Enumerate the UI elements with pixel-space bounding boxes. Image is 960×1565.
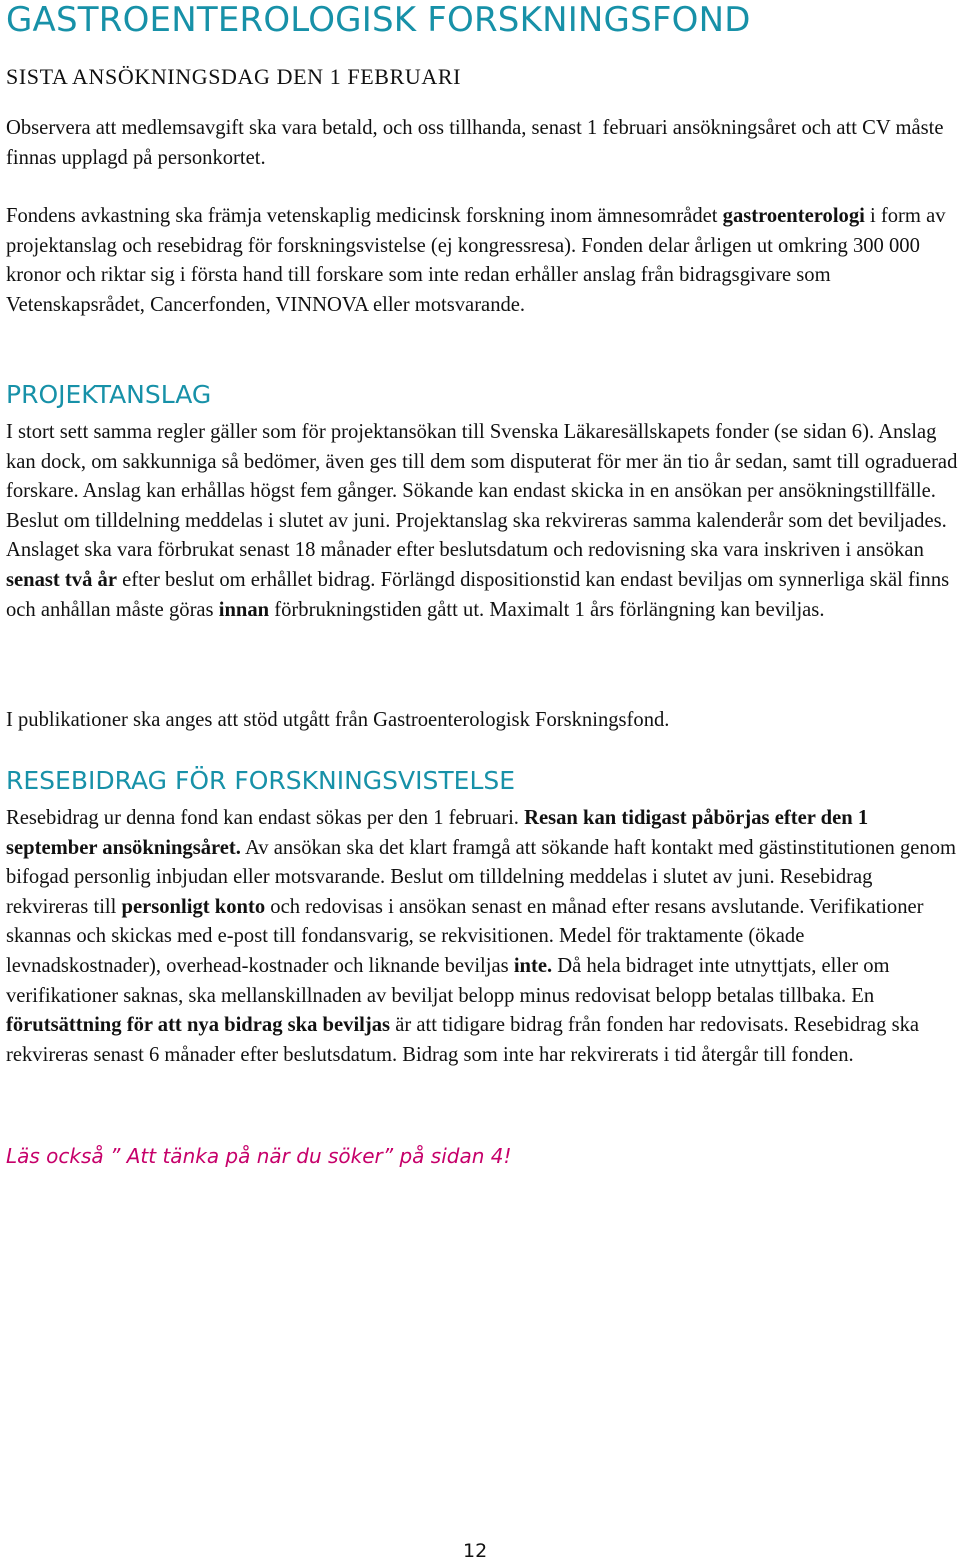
resebidrag-paragraph: Resebidrag ur denna fond kan endast sökas per den 1 februari. Resan kan tidigast påbörjas efter den 1 september ansökningsåret. Av ansökan ska det klart framgå att sökande haft kontakt med gästinstitutionen genom bifogad personlig inbjudan eller motsvarande. Beslut om tilldelning meddelas i slutet av juni. Resebidrag rekvireras till personligt konto och redovisas i ansökan senast en månad efter resans avslutande. Verifikationer skannas och skickas med e-post till fondansvarig, se rekvisitionen. Medel för traktamente (ökade levnadskostnader), overhead-kostnader och liknande beviljas inte. Då hela bidraget inte utnyttjats, eller om verifikationer saknas, ska mellanskillnaden av beviljat belopp minus redovisat belopp betalas tillbaka. En förutsättning för att nya bidrag ska beviljas är att tidigare bidrag från fonden har redovisats. Resebidrag ska rekvireras senast 6 månader efter beslutsdatum. Bidrag som inte har rekvirerats i tid återgår till fonden. [6, 807, 957, 1066]
resebidrag-heading: RESEBIDRAG FÖR FORSKNINGSVISTELSE [6, 766, 516, 795]
page-title: GASTROENTEROLOGISK FORSKNINGSFOND [6, 0, 751, 40]
membership-paragraph: Observera att medlemsavgift ska vara betald, och oss tillhanda, senast 1 februari ansökningsåret och att CV måste finnas upplagd på personkortet. [6, 117, 944, 169]
projektanslag-paragraph: I stort sett samma regler gäller som för projektansökan till Svenska Läkaresällskapets fonder (se sidan 6). Anslag kan dock, om sakkunniga så bedömer, även ges till dem som disputerat för mer än tio år sedan, samt till ograduerad forskare. Anslag kan erhållas högst fem gånger. Sökande kan endast skicka in en ansökan per ansökningstillfälle. Beslut om tilldelning meddelas i slutet av juni. Projektanslag ska rekvireras samma kalenderår som det beviljades. Anslaget ska vara förbrukat senast 18 månader efter beslutsdatum och redovisning ska vara inskriven i ansökan senast två år efter beslut om erhållet bidrag. Förlängd dispositionstid kan endast beviljas om synnerliga skäl finns och anhållan måste göras innan förbrukningstiden gått ut. Maximalt 1 års förlängning kan beviljas. [6, 421, 958, 621]
page-number: 12 [463, 1540, 488, 1562]
fund-purpose-paragraph: Fondens avkastning ska främja vetenskaplig medicinsk forskning inom ämnesområdet gastroenterologi i form av projektanslag och resebidrag för forskningsvistelse (ej kongressresa). Fonden delar årligen ut omkring 300 000 kronor och riktar sig i första hand till forskare som inte redan erhåller anslag från bidragsgivare som Vetenskapsrådet, Cancerfonden, VINNOVA eller motsvarande. [6, 205, 946, 316]
publication-paragraph: I publikationer ska anges att stöd utgått från Gastroenterologisk Forskningsfond. [6, 709, 670, 731]
projektanslag-heading: PROJEKTANSLAG [6, 380, 212, 409]
deadline-subtitle: SISTA ANSÖKNINGSDAG DEN 1 FEBRUARI [6, 64, 462, 89]
see-also-note: Läs också ” Att tänka på när du söker” på sidan 4! [6, 1144, 512, 1168]
